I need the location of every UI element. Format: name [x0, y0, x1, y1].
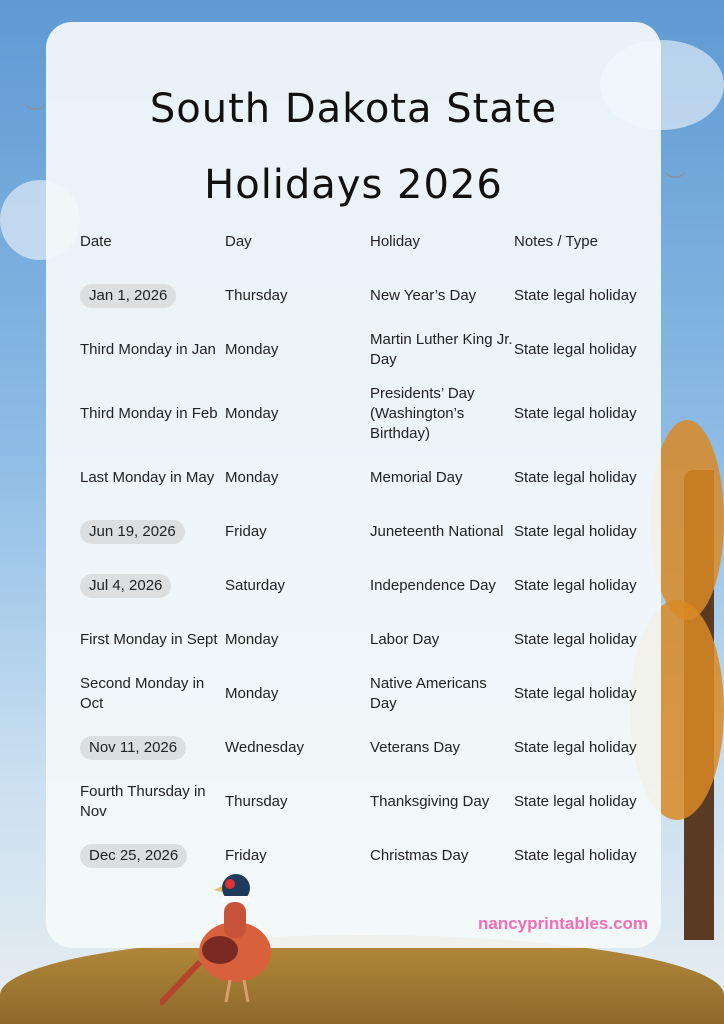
- table-row: [80, 775, 660, 829]
- holiday-cell: [370, 522, 514, 542]
- holiday-text: Labor Day: [370, 631, 440, 648]
- table-row: [80, 323, 660, 377]
- notes-text: State legal holiday: [514, 793, 637, 810]
- notes-text: State legal holiday: [514, 341, 637, 358]
- day-cell: [225, 684, 370, 704]
- ground-hill: [0, 935, 724, 1024]
- day-text: Thursday: [225, 793, 288, 810]
- date-text: First Monday in Sept: [80, 631, 218, 648]
- day-cell: [225, 404, 370, 424]
- holiday-text: Veterans Day: [370, 739, 461, 756]
- table-header: [80, 230, 660, 254]
- tree-foliage: [650, 420, 724, 620]
- day-cell: [225, 846, 370, 866]
- day-text: Monday: [225, 631, 279, 648]
- date-pill: Jan 1, 2026: [80, 284, 176, 308]
- date-cell: [80, 340, 225, 360]
- holiday-cell: [370, 468, 514, 488]
- day-text: Thursday: [225, 287, 288, 304]
- holiday-text: New Year’s Day: [370, 287, 477, 304]
- day-text: Saturday: [225, 577, 286, 594]
- day-text: Monday: [225, 685, 279, 702]
- holiday-cell: [370, 330, 514, 370]
- notes-text: State legal holiday: [514, 847, 637, 864]
- date-text: Third Monday in Jan: [80, 341, 216, 358]
- holiday-text: Christmas Day: [370, 847, 469, 864]
- notes-cell: [514, 340, 660, 360]
- date-cell: [80, 520, 225, 544]
- holiday-cell: [370, 630, 514, 650]
- notes-text: State legal holiday: [514, 685, 637, 702]
- day-cell: [225, 630, 370, 650]
- date-text: Second Monday in Oct: [80, 675, 205, 712]
- table-row: [80, 377, 660, 451]
- notes-cell: [514, 522, 660, 542]
- table-row: [80, 721, 660, 775]
- notes-text: State legal holiday: [514, 287, 637, 304]
- holiday-text: Memorial Day: [370, 469, 463, 486]
- bird-icon: ︶: [664, 170, 687, 195]
- notes-cell: [514, 286, 660, 306]
- holiday-table: [80, 230, 660, 883]
- table-row: [80, 269, 660, 323]
- holiday-cell: [370, 674, 514, 714]
- bird-icon: ︶: [24, 102, 47, 127]
- notes-cell: [514, 738, 660, 758]
- holiday-cell: [370, 384, 514, 444]
- date-cell: [80, 468, 225, 488]
- holiday-text: Presidents’ Day (Washington’s Birthday): [370, 385, 475, 442]
- day-text: Monday: [225, 405, 279, 422]
- pheasant-illustration: [160, 872, 290, 1017]
- day-text: Monday: [225, 341, 279, 358]
- table-row: [80, 451, 660, 505]
- notes-cell: [514, 630, 660, 650]
- day-cell: [225, 340, 370, 360]
- day-text: Monday: [225, 469, 279, 486]
- holiday-cell: [370, 792, 514, 812]
- date-cell: [80, 844, 225, 868]
- holiday-cell: [370, 738, 514, 758]
- holiday-cell: [370, 576, 514, 596]
- date-cell: [80, 674, 225, 714]
- table-row: [80, 613, 660, 667]
- notes-cell: [514, 792, 660, 812]
- day-cell: [225, 792, 370, 812]
- notes-text: State legal holiday: [514, 469, 637, 486]
- header-date: Date: [80, 233, 112, 250]
- date-cell: [80, 630, 225, 650]
- day-cell: [225, 522, 370, 542]
- date-text: Fourth Thursday in Nov: [80, 783, 206, 820]
- day-cell: [225, 576, 370, 596]
- date-pill: Jun 19, 2026: [80, 520, 185, 544]
- page-title-line2: Holidays 2026: [204, 162, 503, 208]
- notes-cell: [514, 576, 660, 596]
- day-text: Wednesday: [225, 739, 304, 756]
- notes-text: State legal holiday: [514, 523, 637, 540]
- holiday-text: Independence Day: [370, 577, 496, 594]
- notes-text: State legal holiday: [514, 405, 637, 422]
- table-row: [80, 505, 660, 559]
- date-cell: [80, 736, 225, 760]
- day-cell: [225, 286, 370, 306]
- header-notes: Notes / Type: [514, 233, 598, 250]
- date-text: Last Monday in May: [80, 469, 215, 486]
- notes-cell: [514, 404, 660, 424]
- notes-cell: [514, 468, 660, 488]
- date-pill: Jul 4, 2026: [80, 574, 171, 598]
- holiday-cell: [370, 286, 514, 306]
- day-text: Friday: [225, 523, 267, 540]
- page-title-line1: South Dakota State: [149, 86, 558, 132]
- holiday-text: Thanksgiving Day: [370, 793, 490, 810]
- table-row: [80, 667, 660, 721]
- date-cell: [80, 574, 225, 598]
- holiday-text: Martin Luther King Jr. Day: [370, 331, 513, 368]
- notes-text: State legal holiday: [514, 739, 637, 756]
- holiday-text: Juneteenth National: [370, 523, 504, 540]
- header-day: Day: [225, 233, 252, 250]
- date-pill: Dec 25, 2026: [80, 844, 187, 868]
- date-pill: Nov 11, 2026: [80, 736, 186, 760]
- brand-watermark[interactable]: nancyprintables.com: [478, 914, 649, 933]
- day-text: Friday: [225, 847, 267, 864]
- date-cell: [80, 284, 225, 308]
- date-cell: [80, 404, 225, 424]
- notes-cell: [514, 846, 660, 866]
- notes-text: State legal holiday: [514, 577, 637, 594]
- date-cell: [80, 782, 225, 822]
- day-cell: [225, 468, 370, 488]
- holiday-text: Native Americans Day: [370, 675, 487, 712]
- notes-cell: [514, 684, 660, 704]
- holiday-cell: [370, 846, 514, 866]
- header-holiday: Holiday: [370, 233, 421, 250]
- date-text: Third Monday in Feb: [80, 405, 218, 422]
- day-cell: [225, 738, 370, 758]
- notes-text: State legal holiday: [514, 631, 637, 648]
- table-row: [80, 559, 660, 613]
